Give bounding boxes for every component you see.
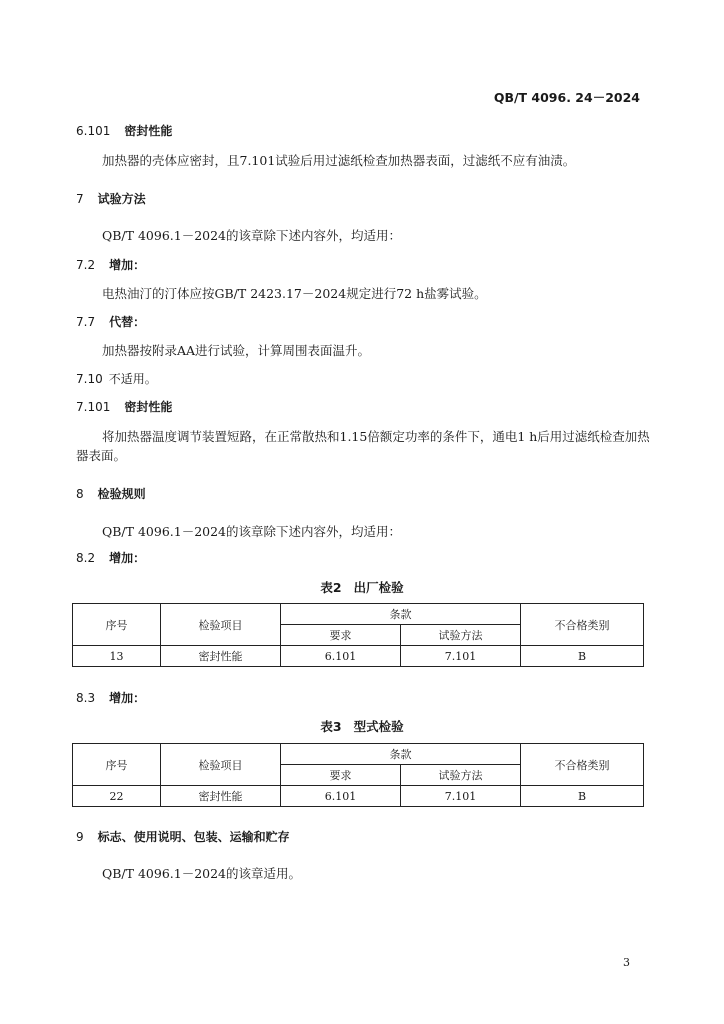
table-title-text: 型式检验 [353, 719, 404, 734]
heading-title: 增加： [109, 258, 146, 272]
header-method: 试验方法 [401, 625, 521, 646]
header-method: 试验方法 [401, 765, 521, 786]
page-number: 3 [623, 956, 630, 969]
heading-number: 7 [76, 192, 84, 206]
header-item: 检验项目 [161, 744, 281, 786]
heading-7 [76, 190, 146, 207]
heading-number: 7.2 [76, 258, 96, 272]
cell-req: 6.101 [281, 646, 401, 667]
table-number: 表3 [320, 719, 342, 734]
heading-9 [76, 828, 290, 845]
header-seq: 序号 [73, 604, 161, 646]
heading-number: 7.10 [76, 372, 103, 386]
cell-seq: 22 [73, 786, 161, 807]
heading-8-2 [76, 549, 145, 566]
table-number: 表2 [320, 580, 342, 595]
heading-title: 试验方法 [97, 192, 146, 206]
heading-7-10 [76, 370, 157, 387]
heading-title: 增加： [109, 691, 146, 705]
cell-item: 密封性能 [161, 646, 281, 667]
heading-number: 8 [76, 487, 84, 501]
cell-method: 7.101 [401, 786, 521, 807]
heading-8-3 [76, 689, 145, 706]
heading-number: 7.7 [76, 315, 96, 329]
heading-number: 6.101 [76, 124, 111, 138]
heading-title: 密封性能 [124, 400, 173, 414]
heading-number: 7.101 [76, 400, 111, 414]
cell-req: 6.101 [281, 786, 401, 807]
paragraph-7: QB/T 4096.1－2024的该章除下述内容外，均适用： [102, 228, 402, 243]
table-row [73, 786, 644, 807]
heading-title: 代替： [109, 315, 146, 329]
header-req: 要求 [281, 765, 401, 786]
paragraph-7-101-line1: 将加热器温度调节装置短路，在正常散热和1.15倍额定功率的条件下，通电1 h后用过滤纸检查加热 [102, 429, 650, 444]
paragraph-8: QB/T 4096.1－2024的该章除下述内容外，均适用： [102, 524, 402, 539]
heading-title: 不适用。 [108, 372, 157, 386]
table-3-title [0, 717, 724, 735]
heading-title: 检验规则 [97, 487, 146, 501]
heading-number: 8.2 [76, 551, 96, 565]
paragraph-7-2: 电热油汀的汀体应按GB/T 2423.17－2024规定进行72 h盐雾试验。 [102, 286, 487, 301]
cell-category: B [521, 646, 644, 667]
heading-7-2 [76, 256, 145, 273]
heading-7-7 [76, 313, 145, 330]
cell-seq: 13 [73, 646, 161, 667]
paragraph-6-101: 加热器的壳体应密封，且7.101试验后用过滤纸检查加热器表面，过滤纸不应有油渍。 [102, 153, 576, 168]
table-title-text: 出厂检验 [353, 580, 404, 595]
document-code: QB/T 4096. 24－2024 [493, 90, 640, 105]
paragraph-7-7: 加热器按附录AA进行试验，计算周围表面温升。 [102, 343, 371, 358]
header-category: 不合格类别 [521, 744, 644, 786]
heading-number: 8.3 [76, 691, 96, 705]
header-clause: 条款 [281, 604, 521, 625]
heading-title: 密封性能 [124, 124, 173, 138]
table-2 [72, 603, 644, 667]
cell-method: 7.101 [401, 646, 521, 667]
heading-6-101 [76, 122, 172, 139]
header-clause: 条款 [281, 744, 521, 765]
table-3 [72, 743, 644, 807]
header-category: 不合格类别 [521, 604, 644, 646]
table-2-title [0, 578, 724, 596]
cell-item: 密封性能 [161, 786, 281, 807]
header-req: 要求 [281, 625, 401, 646]
heading-7-101 [76, 398, 172, 415]
paragraph-7-101-line2: 器表面。 [76, 448, 127, 463]
table-row [73, 646, 644, 667]
heading-title: 增加： [109, 551, 146, 565]
heading-8 [76, 485, 146, 502]
heading-number: 9 [76, 830, 84, 844]
header-seq: 序号 [73, 744, 161, 786]
heading-title: 标志、使用说明、包装、运输和贮存 [97, 830, 290, 844]
header-item: 检验项目 [161, 604, 281, 646]
cell-category: B [521, 786, 644, 807]
paragraph-9: QB/T 4096.1－2024的该章适用。 [102, 866, 302, 881]
